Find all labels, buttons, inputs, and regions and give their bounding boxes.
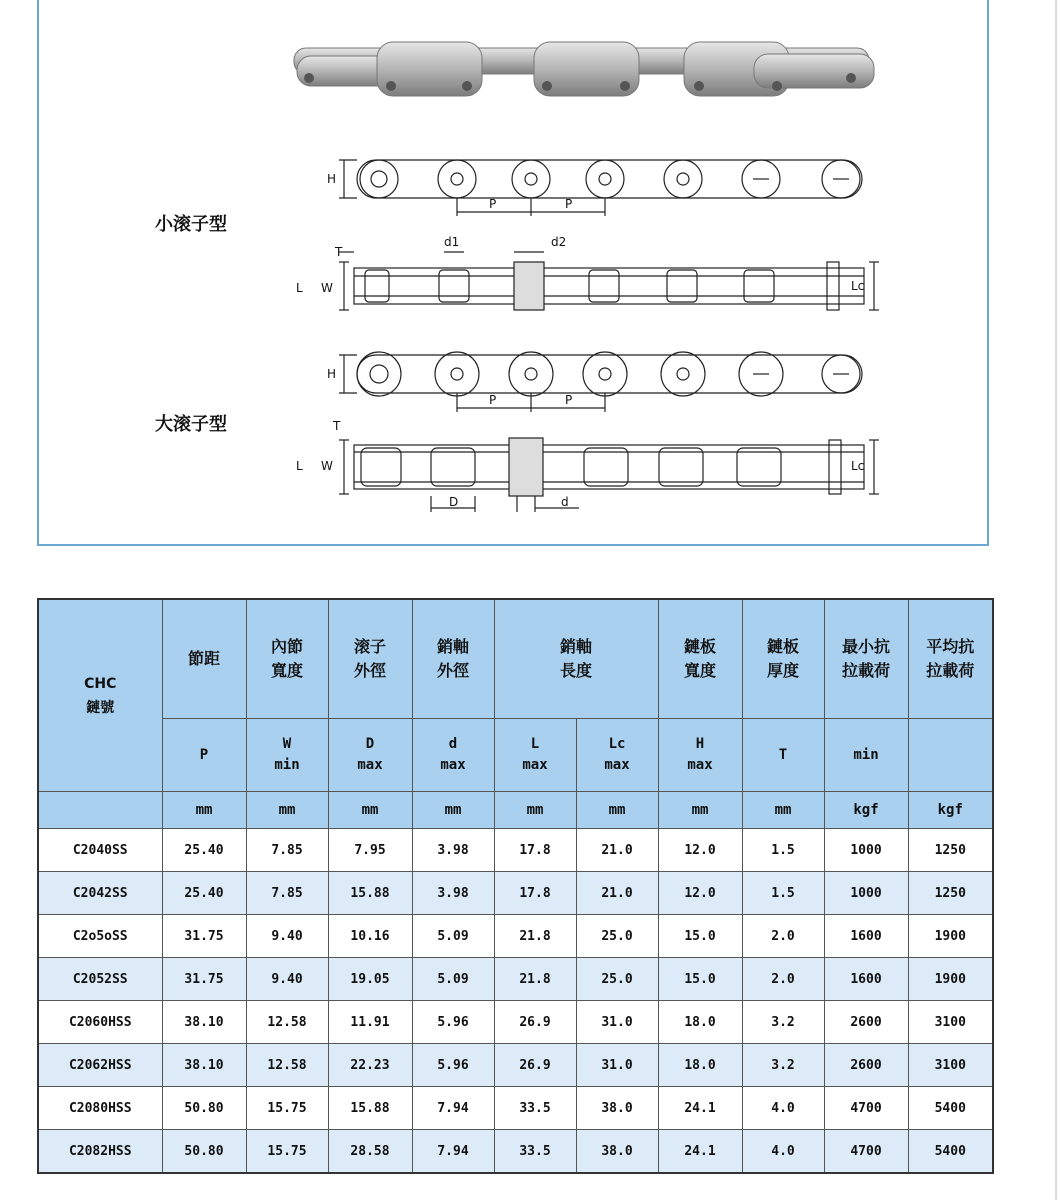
chain-model-cell: C2062HSS xyxy=(38,1044,162,1087)
page-edge-line xyxy=(1055,0,1057,1200)
symbol-cell: Lc max xyxy=(576,719,658,792)
symbol-cell: d max xyxy=(412,719,494,792)
spec-value-cell: 3.2 xyxy=(742,1001,824,1044)
symbol-cell: D max xyxy=(328,719,412,792)
small-roller-type-label: 小滚子型 xyxy=(155,214,227,235)
chain-model-cell: C2o5oSS xyxy=(38,915,162,958)
spec-value-cell: 21.8 xyxy=(494,915,576,958)
spec-value-cell: 1000 xyxy=(824,829,908,872)
chain-spec-table xyxy=(37,598,994,1174)
spec-value-cell: 24.1 xyxy=(658,1130,742,1174)
chain-model-cell: C2060HSS xyxy=(38,1001,162,1044)
large-roller-type-label: 大滚子型 xyxy=(155,414,227,435)
dim-label-W-small: W xyxy=(321,281,333,295)
chain-model-cell: C2042SS xyxy=(38,872,162,915)
spec-value-cell: 2600 xyxy=(824,1044,908,1087)
chain-model-cell: C2052SS xyxy=(38,958,162,1001)
spec-value-cell: 4.0 xyxy=(742,1087,824,1130)
spec-value-cell: 17.8 xyxy=(494,829,576,872)
spec-value-cell: 4700 xyxy=(824,1130,908,1174)
header-inner-width: 內節 寬度 xyxy=(246,599,328,719)
spec-value-cell: 19.05 xyxy=(328,958,412,1001)
header-roller-dia: 滚子 外徑 xyxy=(328,599,412,719)
unit-cell: mm xyxy=(246,792,328,829)
spec-value-cell: 3100 xyxy=(908,1001,993,1044)
unit-cell: mm xyxy=(742,792,824,829)
table-row xyxy=(38,915,993,958)
table-row xyxy=(38,1130,993,1174)
spec-value-cell: 21.8 xyxy=(494,958,576,1001)
spec-value-cell: 15.0 xyxy=(658,915,742,958)
dim-label-d2: d2 xyxy=(551,235,567,249)
spec-value-cell: 11.91 xyxy=(328,1001,412,1044)
dim-label-D: D xyxy=(449,495,459,509)
spec-value-cell: 9.40 xyxy=(246,958,328,1001)
symbol-cell: min xyxy=(824,719,908,792)
spec-value-cell: 22.23 xyxy=(328,1044,412,1087)
spec-value-cell: 15.75 xyxy=(246,1130,328,1174)
spec-value-cell: 38.0 xyxy=(576,1130,658,1174)
dim-label-H-large: H xyxy=(327,367,337,381)
unit-cell: kgf xyxy=(824,792,908,829)
chain-technical-drawing xyxy=(39,0,991,546)
spec-value-cell: 3100 xyxy=(908,1044,993,1087)
spec-value-cell: 5.09 xyxy=(412,915,494,958)
unit-cell: mm xyxy=(658,792,742,829)
spec-value-cell: 7.85 xyxy=(246,872,328,915)
spec-value-cell: 1900 xyxy=(908,915,993,958)
header-plate-thickness: 鏈板 厚度 xyxy=(742,599,824,719)
spec-value-cell: 3.2 xyxy=(742,1044,824,1087)
dim-label-P2-small: P xyxy=(565,197,573,211)
spec-value-cell: 26.9 xyxy=(494,1044,576,1087)
spec-value-cell: 12.0 xyxy=(658,829,742,872)
spec-value-cell: 38.0 xyxy=(576,1087,658,1130)
header-min-tensile: 最小抗 拉載荷 xyxy=(824,599,908,719)
spec-value-cell: 7.94 xyxy=(412,1130,494,1174)
dim-label-d: d xyxy=(561,495,569,509)
spec-value-cell: 18.0 xyxy=(658,1044,742,1087)
spec-value-cell: 31.0 xyxy=(576,1044,658,1087)
spec-value-cell: 1250 xyxy=(908,872,993,915)
spec-value-cell: 12.58 xyxy=(246,1001,328,1044)
spec-value-cell: 50.80 xyxy=(162,1087,246,1130)
dim-label-L-large: L xyxy=(296,459,303,473)
spec-value-cell: 1000 xyxy=(824,872,908,915)
dim-label-P1-large: P xyxy=(489,393,497,407)
spec-value-cell: 10.16 xyxy=(328,915,412,958)
unit-cell: kgf xyxy=(908,792,993,829)
small-roller-top-view xyxy=(339,252,879,310)
spec-value-cell: 1.5 xyxy=(742,872,824,915)
spec-value-cell: 15.75 xyxy=(246,1087,328,1130)
symbol-cell: P xyxy=(162,719,246,792)
symbol-cell: W min xyxy=(246,719,328,792)
table-row xyxy=(38,1044,993,1087)
spec-value-cell: 1.5 xyxy=(742,829,824,872)
dim-label-Lc-small: Lc xyxy=(851,279,865,293)
spec-value-cell: 18.0 xyxy=(658,1001,742,1044)
table-row xyxy=(38,829,993,872)
table-row xyxy=(38,1001,993,1044)
symbol-cell: L max xyxy=(494,719,576,792)
chain-model-cell: C2040SS xyxy=(38,829,162,872)
dim-label-Lc-large: Lc xyxy=(851,459,865,473)
spec-value-cell: 24.1 xyxy=(658,1087,742,1130)
dim-label-H-small: H xyxy=(327,172,337,186)
spec-value-cell: 12.0 xyxy=(658,872,742,915)
spec-value-cell: 15.88 xyxy=(328,872,412,915)
header-pin-dia: 銷軸 外徑 xyxy=(412,599,494,719)
spec-value-cell: 17.8 xyxy=(494,872,576,915)
chain-photo xyxy=(294,42,874,96)
spec-value-cell: 5400 xyxy=(908,1087,993,1130)
header-pitch: 節距 xyxy=(162,599,246,719)
table-row xyxy=(38,872,993,915)
spec-value-cell: 5.96 xyxy=(412,1044,494,1087)
spec-value-cell: 25.0 xyxy=(576,958,658,1001)
spec-value-cell: 4.0 xyxy=(742,1130,824,1174)
spec-value-cell: 25.40 xyxy=(162,829,246,872)
spec-value-cell: 1250 xyxy=(908,829,993,872)
header-chain-no: CHC 鏈號 xyxy=(38,599,162,792)
chain-model-cell: C2080HSS xyxy=(38,1087,162,1130)
spec-value-cell: 33.5 xyxy=(494,1130,576,1174)
spec-value-cell: 25.0 xyxy=(576,915,658,958)
dim-label-d1: d1 xyxy=(444,235,460,249)
spec-value-cell: 31.75 xyxy=(162,958,246,1001)
dim-label-P2-large: P xyxy=(565,393,573,407)
spec-value-cell: 31.75 xyxy=(162,915,246,958)
spec-value-cell: 38.10 xyxy=(162,1044,246,1087)
symbol-cell xyxy=(908,719,993,792)
spec-value-cell: 1900 xyxy=(908,958,993,1001)
spec-value-cell: 9.40 xyxy=(246,915,328,958)
dim-label-L-small: L xyxy=(296,281,303,295)
spec-value-cell: 50.80 xyxy=(162,1130,246,1174)
table-row xyxy=(38,958,993,1001)
spec-value-cell: 21.0 xyxy=(576,872,658,915)
spec-value-cell: 28.58 xyxy=(328,1130,412,1174)
unit-cell: mm xyxy=(494,792,576,829)
spec-value-cell: 4700 xyxy=(824,1087,908,1130)
large-roller-top-view xyxy=(339,438,879,512)
spec-value-cell: 2600 xyxy=(824,1001,908,1044)
spec-value-cell: 31.0 xyxy=(576,1001,658,1044)
spec-value-cell: 26.9 xyxy=(494,1001,576,1044)
symbol-cell: T xyxy=(742,719,824,792)
dim-label-T-large: T xyxy=(333,419,341,433)
spec-value-cell: 33.5 xyxy=(494,1087,576,1130)
spec-value-cell: 3.98 xyxy=(412,872,494,915)
spec-value-cell: 21.0 xyxy=(576,829,658,872)
unit-cell: mm xyxy=(328,792,412,829)
spec-value-cell: 7.94 xyxy=(412,1087,494,1130)
spec-value-cell: 2.0 xyxy=(742,958,824,1001)
unit-cell-blank xyxy=(38,792,162,829)
large-roller-side-view xyxy=(339,352,862,412)
spec-value-cell: 7.85 xyxy=(246,829,328,872)
spec-value-cell: 1600 xyxy=(824,915,908,958)
chain-drawing-panel xyxy=(37,0,989,546)
unit-cell: mm xyxy=(576,792,658,829)
symbol-cell: H max xyxy=(658,719,742,792)
spec-value-cell: 5400 xyxy=(908,1130,993,1174)
spec-value-cell: 7.95 xyxy=(328,829,412,872)
spec-value-cell: 2.0 xyxy=(742,915,824,958)
header-avg-tensile: 平均抗 拉載荷 xyxy=(908,599,993,719)
unit-cell: mm xyxy=(162,792,246,829)
header-plate-width: 鏈板 寬度 xyxy=(658,599,742,719)
chain-model-cell: C2082HSS xyxy=(38,1130,162,1174)
unit-cell: mm xyxy=(412,792,494,829)
spec-value-cell: 1600 xyxy=(824,958,908,1001)
dim-label-P1-small: P xyxy=(489,197,497,211)
dim-label-T-small: T xyxy=(335,245,343,259)
spec-value-cell: 38.10 xyxy=(162,1001,246,1044)
spec-value-cell: 15.0 xyxy=(658,958,742,1001)
spec-value-cell: 15.88 xyxy=(328,1087,412,1130)
spec-value-cell: 5.96 xyxy=(412,1001,494,1044)
small-roller-side-view xyxy=(339,160,862,216)
spec-value-cell: 3.98 xyxy=(412,829,494,872)
header-pin-length: 銷軸 長度 xyxy=(494,599,658,719)
spec-value-cell: 5.09 xyxy=(412,958,494,1001)
dim-label-W-large: W xyxy=(321,459,333,473)
spec-value-cell: 25.40 xyxy=(162,872,246,915)
spec-value-cell: 12.58 xyxy=(246,1044,328,1087)
table-row xyxy=(38,1087,993,1130)
